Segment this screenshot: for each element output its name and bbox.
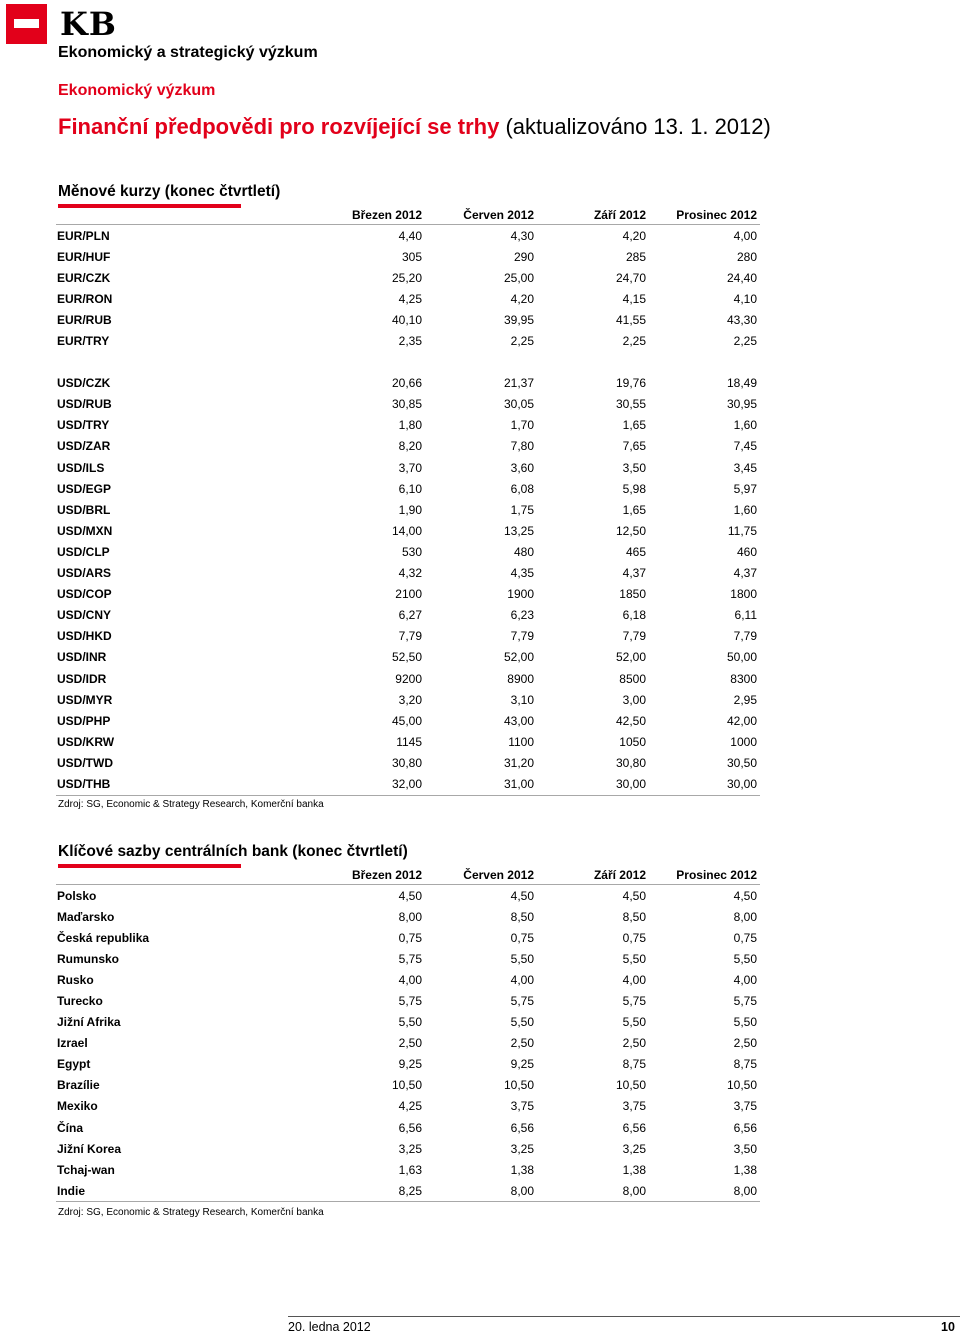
- value-cell: 3,75: [510, 1099, 534, 1114]
- value-cell: 5,50: [622, 1015, 646, 1030]
- table-row: [56, 415, 760, 436]
- table-row: [56, 885, 760, 907]
- value-cell: 30,00: [537, 773, 649, 795]
- fx-col-header: Březen 2012: [286, 205, 425, 225]
- value-cell: 21,37: [503, 376, 534, 391]
- row-label: EUR/CZK: [57, 270, 111, 285]
- row-label: USD/CNY: [57, 608, 112, 623]
- page-title-note: (aktualizováno 13. 1. 2012): [499, 114, 771, 139]
- fx-header-empty: [56, 205, 286, 225]
- value-cell: 3,50: [622, 460, 646, 475]
- value-cell: 5,50: [398, 1015, 422, 1030]
- table-row: [56, 309, 760, 330]
- value-cell: 4,37: [622, 566, 646, 581]
- row-label: Rumunsko: [57, 951, 120, 966]
- row-label: Tchaj-wan: [57, 1162, 115, 1177]
- value-cell: 45,00: [391, 713, 422, 728]
- value-cell: 305: [401, 249, 422, 264]
- value-cell: 30,80: [615, 755, 646, 770]
- value-cell: 5,50: [510, 951, 534, 966]
- value-cell: 5,50: [510, 1015, 534, 1030]
- value-cell: 43,30: [726, 312, 757, 327]
- row-label: USD/TWD: [57, 755, 113, 770]
- table-row: [56, 689, 760, 710]
- value-cell: 2100: [395, 587, 422, 602]
- value-cell: 13,25: [503, 523, 534, 538]
- fx-col-header: Září 2012: [537, 205, 649, 225]
- rates-col-header: Březen 2012: [286, 865, 425, 885]
- value-cell: 480: [513, 544, 534, 559]
- value-cell: 6,56: [622, 1120, 646, 1135]
- row-label: USD/MXN: [57, 523, 113, 538]
- row-label: USD/HKD: [57, 629, 112, 644]
- value-cell: 3,60: [510, 460, 534, 475]
- row-label: Polsko: [57, 888, 97, 903]
- table-row: [56, 499, 760, 520]
- value-cell: 42,50: [615, 713, 646, 728]
- table-row: [56, 1180, 760, 1202]
- table-row: [56, 1096, 760, 1117]
- value-cell: 42,00: [726, 713, 757, 728]
- table-row: [56, 478, 760, 499]
- value-cell: 5,75: [622, 994, 646, 1009]
- value-cell: 8,50: [622, 909, 646, 924]
- value-cell: 4,37: [733, 566, 757, 581]
- table-row: [56, 394, 760, 415]
- value-cell: 8500: [619, 671, 646, 686]
- table-row: [56, 330, 760, 351]
- row-label: USD/TRY: [57, 418, 110, 433]
- value-cell: 1145: [396, 734, 422, 749]
- row-label: USD/THB: [56, 773, 286, 795]
- value-cell: 10,50: [615, 1078, 646, 1093]
- value-cell: 11,75: [727, 523, 757, 538]
- value-cell: 2,25: [510, 334, 534, 349]
- value-cell: 30,95: [726, 397, 757, 412]
- value-cell: 3,20: [398, 692, 422, 707]
- value-cell: 1000: [730, 734, 757, 749]
- value-cell: 9200: [395, 671, 422, 686]
- fx-col-header: Prosinec 2012: [649, 205, 760, 225]
- page-title: [58, 114, 771, 140]
- value-cell: 7,79: [622, 629, 646, 644]
- row-label: USD/MYR: [57, 692, 113, 707]
- value-cell: 1800: [730, 587, 757, 602]
- fx-col-header: Červen 2012: [425, 205, 537, 225]
- value-cell: 8900: [507, 671, 534, 686]
- rates-col-header: Červen 2012: [425, 865, 537, 885]
- table-row: [56, 436, 760, 457]
- value-cell: 1,80: [398, 418, 422, 433]
- value-cell: 0,75: [733, 930, 757, 945]
- value-cell: 1,60: [733, 502, 757, 517]
- row-label: Egypt: [57, 1057, 91, 1072]
- value-cell: 40,10: [391, 312, 422, 327]
- spacer-cell: [56, 352, 760, 373]
- value-cell: 31,20: [503, 755, 534, 770]
- footer-date: 20. ledna 2012: [288, 1320, 371, 1334]
- table-row: [56, 710, 760, 731]
- value-cell: 9,25: [398, 1057, 422, 1072]
- row-label: Turecko: [57, 994, 103, 1009]
- value-cell: 12,50: [615, 523, 646, 538]
- value-cell: 4,50: [398, 888, 422, 903]
- value-cell: 30,00: [649, 773, 760, 795]
- fx-header-row: [56, 205, 760, 225]
- value-cell: 6,56: [398, 1120, 422, 1135]
- row-label: USD/INR: [57, 650, 107, 665]
- row-label: Indie: [56, 1180, 286, 1202]
- value-cell: 2,95: [733, 692, 757, 707]
- value-cell: 1900: [507, 587, 534, 602]
- rates-col-header: Prosinec 2012: [649, 865, 760, 885]
- fx-source-note: Zdroj: SG, Economic & Strategy Research, Komerční banka: [58, 799, 324, 810]
- table-row: [56, 1033, 760, 1054]
- value-cell: 8,75: [733, 1057, 757, 1072]
- value-cell: 25,20: [391, 270, 422, 285]
- value-cell: 3,25: [622, 1141, 646, 1156]
- rates-header-empty: [56, 865, 286, 885]
- row-label: Jižní Korea: [57, 1141, 122, 1156]
- row-label: USD/KRW: [57, 734, 115, 749]
- value-cell: 2,50: [398, 1036, 422, 1051]
- value-cell: 31,00: [425, 773, 537, 795]
- value-cell: 1,38: [510, 1162, 534, 1177]
- table-row: [56, 1138, 760, 1159]
- value-cell: 7,80: [510, 439, 534, 454]
- value-cell: 4,00: [510, 972, 534, 987]
- value-cell: 1850: [619, 587, 646, 602]
- value-cell: 52,00: [503, 650, 534, 665]
- value-cell: 5,75: [510, 994, 534, 1009]
- value-cell: 1,65: [622, 502, 646, 517]
- table-row: [56, 541, 760, 562]
- value-cell: 43,00: [503, 713, 534, 728]
- table-row: [56, 969, 760, 990]
- value-cell: 290: [513, 249, 534, 264]
- value-cell: 5,75: [398, 994, 422, 1009]
- rates-section-title: Klíčové sazby centrálních bank (konec čtvrtletí): [58, 843, 408, 860]
- page-title-main: Finanční předpovědi pro rozvíjející se trhy: [58, 114, 500, 139]
- row-label: USD/ZAR: [57, 439, 111, 454]
- row-label: Izrael: [57, 1036, 88, 1051]
- value-cell: 6,10: [398, 481, 422, 496]
- table-row: [56, 668, 760, 689]
- value-cell: 1,70: [510, 418, 534, 433]
- value-cell: 14,00: [391, 523, 422, 538]
- value-cell: 2,25: [622, 334, 646, 349]
- row-label: EUR/PLN: [57, 228, 110, 243]
- value-cell: 4,50: [622, 888, 646, 903]
- value-cell: 4,50: [733, 888, 757, 903]
- logo-bar-icon: [14, 19, 39, 28]
- kb-logo-square: [6, 4, 47, 44]
- value-cell: 4,20: [510, 291, 534, 306]
- row-label: Čína: [57, 1120, 84, 1135]
- value-cell: 52,50: [391, 650, 422, 665]
- value-cell: 5,75: [398, 951, 422, 966]
- value-cell: 6,18: [622, 608, 646, 623]
- table-row: [56, 288, 760, 309]
- value-cell: 7,79: [398, 629, 422, 644]
- value-cell: 280: [736, 249, 757, 264]
- row-label: USD/ARS: [57, 566, 112, 581]
- page-number: 10: [941, 1320, 955, 1334]
- row-label: USD/ILS: [57, 460, 105, 475]
- table-row: [56, 584, 760, 605]
- value-cell: 20,66: [391, 376, 422, 391]
- value-cell: 2,25: [733, 334, 757, 349]
- value-cell: 5,97: [733, 481, 757, 496]
- value-cell: 3,25: [398, 1141, 422, 1156]
- value-cell: 1,38: [733, 1162, 757, 1177]
- value-cell: 4,30: [510, 228, 534, 243]
- row-label: EUR/TRY: [57, 334, 110, 349]
- table-row: [56, 731, 760, 752]
- row-label: Maďarsko: [57, 909, 115, 924]
- value-cell: 4,50: [510, 888, 534, 903]
- value-cell: 4,20: [622, 228, 646, 243]
- value-cell: 4,35: [510, 566, 534, 581]
- value-cell: 8,50: [510, 909, 534, 924]
- value-cell: 4,32: [398, 566, 422, 581]
- kb-logo-text: KB: [60, 5, 117, 43]
- value-cell: 3,25: [510, 1141, 534, 1156]
- value-cell: 8,00: [649, 1180, 760, 1202]
- row-label: USD/IDR: [57, 671, 107, 686]
- value-cell: 32,00: [286, 773, 425, 795]
- subdepartment-label: Ekonomický výzkum: [58, 82, 216, 99]
- value-cell: 24,70: [615, 270, 646, 285]
- value-cell: 5,50: [733, 951, 757, 966]
- value-cell: 1050: [619, 734, 646, 749]
- value-cell: 24,40: [726, 270, 757, 285]
- row-label: USD/CLP: [57, 544, 110, 559]
- value-cell: 5,75: [733, 994, 757, 1009]
- value-cell: 3,45: [733, 460, 757, 475]
- value-cell: 2,35: [398, 334, 422, 349]
- value-cell: 7,79: [733, 629, 757, 644]
- row-label: USD/CZK: [57, 376, 111, 391]
- table-row: [56, 906, 760, 927]
- table-row: [56, 647, 760, 668]
- table-row: [56, 626, 760, 647]
- value-cell: 6,08: [510, 481, 534, 496]
- value-cell: 8,00: [425, 1180, 537, 1202]
- table-row: [56, 373, 760, 394]
- rates-header-row: [56, 865, 760, 885]
- value-cell: 4,15: [622, 291, 646, 306]
- table-row: [56, 267, 760, 288]
- value-cell: 7,65: [622, 439, 646, 454]
- value-cell: 1,90: [398, 502, 422, 517]
- value-cell: 25,00: [503, 270, 534, 285]
- value-cell: 8,20: [398, 439, 422, 454]
- row-label: Brazílie: [57, 1078, 100, 1093]
- value-cell: 3,50: [733, 1141, 757, 1156]
- row-label: EUR/RON: [57, 291, 113, 306]
- table-row: [56, 752, 760, 773]
- value-cell: 2,50: [733, 1036, 757, 1051]
- value-cell: 41,55: [615, 312, 646, 327]
- value-cell: 0,75: [398, 930, 422, 945]
- value-cell: 8,25: [286, 1180, 425, 1202]
- table-row: [56, 1012, 760, 1033]
- row-label: USD/COP: [57, 587, 112, 602]
- value-cell: 8,00: [733, 909, 757, 924]
- table-row: [56, 1117, 760, 1138]
- value-cell: 530: [401, 544, 422, 559]
- value-cell: 2,50: [510, 1036, 534, 1051]
- value-cell: 6,56: [510, 1120, 534, 1135]
- value-cell: 4,10: [733, 291, 757, 306]
- value-cell: 5,50: [733, 1015, 757, 1030]
- row-label: USD/PHP: [57, 713, 111, 728]
- row-label: EUR/HUF: [57, 249, 111, 264]
- table-row: [56, 1054, 760, 1075]
- value-cell: 0,75: [510, 930, 534, 945]
- table-row: [56, 990, 760, 1011]
- value-cell: 30,55: [615, 397, 646, 412]
- fx-table: [56, 205, 760, 796]
- value-cell: 10,50: [726, 1078, 757, 1093]
- value-cell: 3,70: [398, 460, 422, 475]
- value-cell: 8,75: [622, 1057, 646, 1072]
- value-cell: 4,25: [398, 1099, 422, 1114]
- row-label: Mexiko: [57, 1099, 98, 1114]
- value-cell: 1,38: [622, 1162, 646, 1177]
- table-row: [56, 605, 760, 626]
- department-label: Ekonomický a strategický výzkum: [58, 44, 318, 61]
- value-cell: 1,60: [733, 418, 757, 433]
- row-label: EUR/RUB: [57, 312, 112, 327]
- value-cell: 8,00: [398, 909, 422, 924]
- value-cell: 9,25: [510, 1057, 534, 1072]
- value-cell: 4,00: [733, 228, 757, 243]
- table-row: [56, 773, 760, 795]
- value-cell: 3,10: [510, 692, 534, 707]
- table-row: [56, 1159, 760, 1180]
- value-cell: 1,75: [510, 502, 534, 517]
- value-cell: 6,23: [510, 608, 534, 623]
- value-cell: 50,00: [726, 650, 757, 665]
- value-cell: 6,56: [733, 1120, 757, 1135]
- value-cell: 5,50: [622, 951, 646, 966]
- row-label: Jižní Afrika: [57, 1015, 121, 1030]
- rates-table: [56, 865, 760, 1202]
- value-cell: 4,00: [398, 972, 422, 987]
- row-label: USD/RUB: [57, 397, 112, 412]
- value-cell: 52,00: [615, 650, 646, 665]
- table-row: [56, 563, 760, 584]
- rates-source-note: Zdroj: SG, Economic & Strategy Research, Komerční banka: [58, 1207, 324, 1218]
- row-label: Česká republika: [57, 930, 150, 945]
- row-label: USD/EGP: [57, 481, 112, 496]
- value-cell: 6,11: [734, 608, 757, 623]
- table-row: [56, 927, 760, 948]
- value-cell: 7,79: [510, 629, 534, 644]
- value-cell: 1,63: [398, 1162, 422, 1177]
- value-cell: 285: [625, 249, 646, 264]
- row-label: USD/BRL: [57, 502, 111, 517]
- value-cell: 4,40: [398, 228, 422, 243]
- value-cell: 6,27: [398, 608, 422, 623]
- value-cell: 1,65: [622, 418, 646, 433]
- value-cell: 3,75: [622, 1099, 646, 1114]
- value-cell: 10,50: [391, 1078, 422, 1093]
- table-row: [56, 246, 760, 267]
- value-cell: 465: [625, 544, 646, 559]
- value-cell: 30,50: [726, 755, 757, 770]
- value-cell: 4,00: [622, 972, 646, 987]
- value-cell: 4,00: [733, 972, 757, 987]
- value-cell: 7,45: [733, 439, 757, 454]
- table-row: [56, 520, 760, 541]
- row-label: Rusko: [57, 972, 94, 987]
- value-cell: 30,05: [503, 397, 534, 412]
- value-cell: 39,95: [503, 312, 534, 327]
- value-cell: 10,50: [503, 1078, 534, 1093]
- value-cell: 4,25: [398, 291, 422, 306]
- table-row: [56, 1075, 760, 1096]
- rates-col-header: Září 2012: [537, 865, 649, 885]
- value-cell: 19,76: [615, 376, 646, 391]
- group-spacer-row: [56, 352, 760, 373]
- value-cell: 18,49: [726, 376, 757, 391]
- value-cell: 5,98: [622, 481, 646, 496]
- value-cell: 8,00: [537, 1180, 649, 1202]
- table-row: [56, 225, 760, 247]
- value-cell: 2,50: [622, 1036, 646, 1051]
- value-cell: 30,85: [391, 397, 422, 412]
- value-cell: 3,00: [622, 692, 646, 707]
- value-cell: 3,75: [733, 1099, 757, 1114]
- table-row: [56, 457, 760, 478]
- value-cell: 1100: [508, 734, 534, 749]
- value-cell: 30,80: [391, 755, 422, 770]
- value-cell: 0,75: [622, 930, 646, 945]
- fx-section-title: Měnové kurzy (konec čtvrtletí): [58, 183, 281, 200]
- value-cell: 8300: [730, 671, 757, 686]
- table-row: [56, 948, 760, 969]
- value-cell: 460: [736, 544, 757, 559]
- footer-rule: [288, 1316, 960, 1317]
